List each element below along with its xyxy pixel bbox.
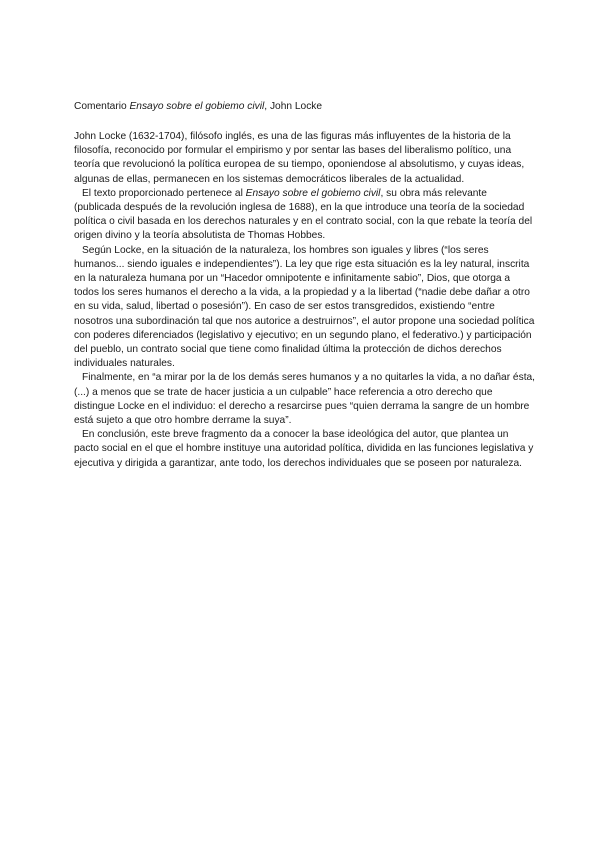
title-prefix: Comentario [74, 101, 130, 112]
paragraph-context-start: El texto proporcionado pertenece al [82, 187, 246, 199]
paragraph-finally: Finalmente, en “a mirar por la de los demás seres humanos y a no quitarles la vida, a no dañar ésta, (...) a menos que se trate de hacer justicia a un culpable” hace referencia a otro derecho que distingue Locke en el individuo: el derecho a resarcirse pues “quien derrama la sangre de un hombre está sujeto a que otro hombre derrame la suya”. [74, 372, 536, 427]
document-body [74, 130, 536, 471]
paragraph-context-work: Ensayo sobre el gobiemo civil [245, 187, 381, 199]
paragraph-intro: John Locke (1632-1704), filósofo inglés, es una de las figuras más influyentes de la historia de la filosofía, reconocido por formular el empirismo y por sentar las bases del liberalismo político, una teoría que revolucionó la política europea de su tiempo, oponiendose al absolutismo, y cuyas ideas, algunas de ellas, permanecen en los sistemas democráticos liberales de la actualidad. [74, 131, 525, 185]
document-title [74, 100, 322, 113]
paragraph-context-end: , su obra más relevante (publicada después de la revolución inglesa de 1688), en la que introduce una teoría de la sociedad política o civil basada en los derechos naturales y en el contrato social, con la que rebate la teoría del origen divino y la teoría absolutista de Thomas Hobbes. [74, 187, 533, 242]
title-work: Ensayo sobre el gobiemo civil [129, 101, 265, 112]
paragraph-analysis: Según Locke, en la situación de la naturaleza, los hombres son iguales y libres (“los seres humanos... siendo iguales e independientes”). La ley que rige esta situación es la ley natural, inscrita en la naturaleza humana por un “Hacedor omnipotente e infinitamente sabio”, Dios, que otorga a todos los seres humanos el derecho a la vida, a la propiedad y a la libertad (“nadie debe dañar a otro en su vida, salud, libertad o posesión”). En caso de ser estos transgredidos, existiendo “entre nosotros una subordinación tal que nos autorice a destruirnos”, el autor propone una sociedad política con poderes diferenciados (legislativo y ejecutivo; en un segundo plano, el federativo.) y participación del pueblo, un contrato social que tiene como finalidad última la protección de dichos derechos individuales naturales. [74, 244, 535, 370]
paragraph-conclusion: En conclusión, este breve fragmento da a conocer la base ideológica del autor, que plantea un pacto social en el que el hombre instituye una autoridad política, dividida en las funciones legislativa y ejecutiva y dirigida a garantizar, ante todo, los derechos individuales que se poseen por naturaleza. [74, 429, 534, 469]
title-suffix: , John Locke [264, 101, 323, 112]
paragraph-context [74, 187, 536, 244]
